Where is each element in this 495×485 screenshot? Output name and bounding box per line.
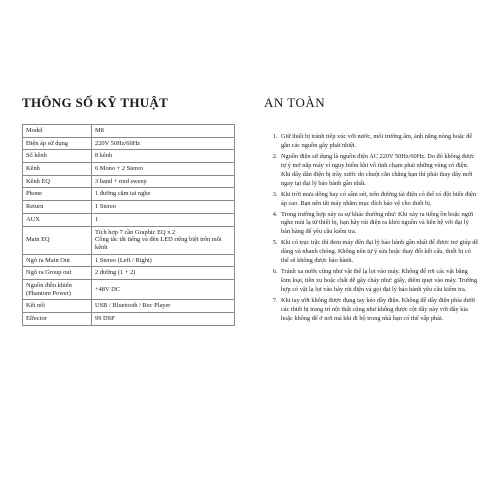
safety-item: 5. Khi có trục trặc thì đem máy đến đại lý bảo hành gần nhất để được trợ giúp dễ dàng và nhanh chóng. Không nên tự ý sửa hoặc thay đổi kết cấu, thiết bị có thể sẽ không được bảo hành.: [279, 239, 479, 266]
spec-label: Phone: [23, 188, 92, 201]
safety-list: [264, 133, 479, 324]
safety-item: 6. Tránh xa nước cũng như vật thể lạ lọt vào máy. Không để rơi các vật bằng kim loại, tiền xu hoặc chất dễ gây cháy như: giấy, diêm quẹt vào máy. Trường hợp có vật lạ lọt vào hãy rút điện và gọi đại lý bảo hành yêu cầu kiểm tra.: [279, 268, 479, 295]
safety-item: 3. Khi trời mưa dông hay có sấm sét, trên đường tải điện có thể có đột biến điện áp cao. Bạn nên tắt máy nhằm mục đích bảo vệ cho thiết bị.: [279, 191, 479, 209]
spec-label: Effector: [23, 313, 92, 326]
spec-value-line: 2 đường (1 + 2): [95, 269, 136, 277]
spec-row: [23, 226, 235, 254]
safety-section: [264, 95, 479, 326]
spec-label: Return: [23, 201, 92, 214]
spec-label: Main EQ: [23, 226, 92, 254]
spec-value-line: 1: [95, 215, 99, 223]
spec-label: Nguồn điều khiển (Phantom Power): [23, 279, 92, 299]
spec-value: [92, 267, 235, 280]
spec-row: [23, 279, 235, 299]
spec-section: [22, 95, 235, 326]
spec-value-line: 1 Stereo (Left / Right): [95, 256, 152, 264]
spec-value: [92, 201, 235, 214]
safety-title: AN TOÀN: [264, 95, 326, 110]
spec-value-line: Tích hợp 7 cần Graphic EQ x 2: [95, 228, 176, 236]
safety-item: 1. Giữ thiết bị tránh tiếp xúc với nước, môi trường ẩm, ánh nắng nóng hoặc để gần các nguồn gây phát nhiệt.: [279, 133, 479, 151]
spec-row: [23, 213, 235, 226]
spec-value-line: 99 DSP: [95, 315, 115, 322]
safety-item: 7. Khi tay ướt không được đụng tay kéo dây điện. Không để dây điện phía dưới các thiết bị trang trí nội thất cũng như không được cột dây này với dây kia hoặc không để ở nơi mà khi đi bộ trong nhà bạn có thể vấp phải.: [279, 297, 479, 324]
safety-item: 2. Nguồn điện sử dụng là nguồn điện AC 220V 50Hz/60Hz. Do đó không được tự ý mở nắp máy vì nguy hiểm khi vô tình chạm phải những vùng có điện. Khi dây dẫn điện bị trầy xước do chuột cắn chẳng hạn thì phải thay dây mới ngay tại đại lý bảo hành gần nhất.: [279, 153, 479, 189]
spec-label: Kênh EQ: [23, 175, 92, 188]
spec-value: [92, 213, 235, 226]
spec-value: [92, 226, 235, 254]
spec-value: [92, 188, 235, 201]
spec-value-line: 220V 50Hz/60Hz: [95, 139, 141, 147]
spec-label: Ngõ ra Main Out: [23, 254, 92, 267]
spec-value: [92, 150, 235, 163]
spec-value: [92, 175, 235, 188]
spec-row: [23, 150, 235, 163]
spec-row: [23, 201, 235, 214]
spec-row: [23, 188, 235, 201]
spec-label: Ngõ ra Group out: [23, 267, 92, 280]
spec-row: [23, 163, 235, 176]
spec-label: Model: [23, 125, 92, 138]
spec-table: [22, 124, 235, 326]
spec-value-line: 1 Stereo: [95, 203, 117, 211]
spec-value-line: USB / Bluetooth / Rec Player: [95, 302, 171, 310]
spec-value: [92, 279, 235, 299]
spec-row: [23, 137, 235, 150]
spec-row: [23, 175, 235, 188]
spec-value-line: 8 kênh: [95, 152, 113, 160]
spec-row: [23, 125, 235, 138]
spec-label: Kết nối: [23, 300, 92, 313]
spec-row: [23, 267, 235, 280]
spec-label: Số kênh: [23, 150, 92, 163]
spec-value: [92, 300, 235, 313]
spec-value: [92, 137, 235, 150]
spec-value-line: Công tắc tắt tiếng và đèn LED riêng biệt trên mỗi kênh: [95, 236, 222, 251]
spec-label: Điện áp sử dụng: [23, 137, 92, 150]
spec-value-line: 3 band + mid sweep: [95, 177, 147, 185]
spec-value: [92, 163, 235, 176]
spec-value-line: 1 đường cắm tai nghe: [95, 190, 151, 198]
spec-value: [92, 313, 235, 326]
spec-value-line: 6 Mono + 2 Stereo: [95, 165, 143, 173]
spec-value: [92, 125, 235, 138]
spec-row: [23, 300, 235, 313]
safety-item: 4. Trong trường hợp xảy ra sự khác thường như: Khi xảy ra tiếng ồn hoặc ngửi nghe mùi lạ từ thiết bị, bạn hãy rút điện ra khỏi nguồn và liên hệ với đại lý bán hàng để yêu cầu kiểm tra.: [279, 211, 479, 238]
spec-label: Kênh: [23, 163, 92, 176]
spec-row: [23, 313, 235, 326]
spec-value-line: M8: [95, 127, 104, 134]
spec-value-line: +48V DC: [95, 285, 120, 293]
spec-title: THÔNG SỐ KỸ THUẬT: [22, 95, 169, 110]
spec-label: AUX: [23, 213, 92, 226]
spec-row: [23, 254, 235, 267]
spec-value: [92, 254, 235, 267]
